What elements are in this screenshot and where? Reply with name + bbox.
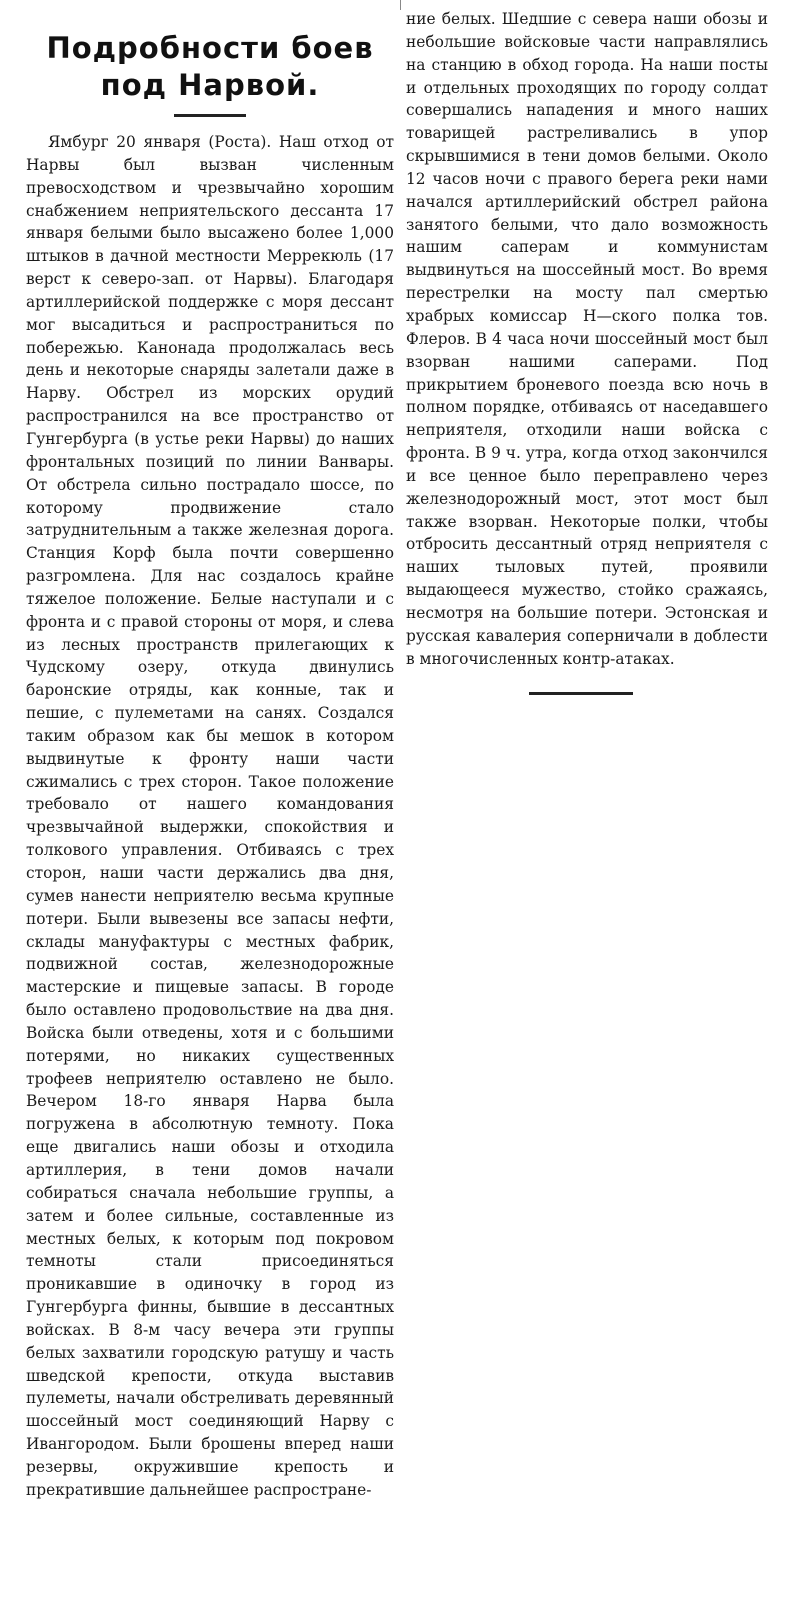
column-divider-mark: [400, 0, 401, 10]
article-column-left: [26, 0, 394, 1502]
article-column-right: [406, 0, 768, 695]
article-body-left: Ямбург 20 января (Роста). Наш отход от Нарвы был вызван численным превосходством и чрезвычайно хорошим снабжением неприятельского дессанта 17 января белыми было высажено более 1,000 штыков в дачной местности Меррекюль (17 верст к северо-зап. от Нарвы). Благодаря артиллерийской поддержке с моря дессант мог высадиться и распространиться по побережью. Канонада продолжалась весь день и некоторые снаряды залетали даже в Нарву. Обстрел из морских орудий распространился на все пространство от Гунгербурга (в устье реки Нарвы) до наших фронтальных позиций по линии Ванвары. От обстрела сильно пострадало шоссе, по которому продвижение стало затруднительным а также железная дорога. Станция Корф была почти совершенно разгромлена. Для нас создалось крайне тяжелое положение. Белые наступали и с фронта и с правой стороны от моря, и слева из лесных пространств прилегающих к Чудскому озеру, откуда двинулись баронские отряды, как конные, так и пешие, с пулеметами на санях. Создался таким образом как бы мешок в котором выдвинутые к фронту наши части сжимались с трех сторон. Такое положение требовало от нашего командования чрезвычайной выдержки, спокойствия и толкового управления. Отбиваясь с трех сторон, наши части держались два дня, сумев нанести неприятелю весьма крупные потери. Были вывезены все запасы нефти, склады мануфактуры с местных фабрик, подвижной состав, железнодорожные мастерские и пищевые запасы. В городе было оставлено продовольствие на два дня. Войска были отведены, хотя и с большими потерями, но никаких существенных трофеев неприятелю оставлено не было. Вечером 18-го января Нарва была погружена в абсолютную темноту. Пока еще двигались наши обозы и отходила артиллерия, в тени домов начали собираться сначала небольшие группы, а затем и более сильные, составленные из местных белых, к которым под покровом темноты стали присоединяться проникавшие в одиночку в город из Гунгербурга финны, бывшие в дессантных войсках. В 8-м часу вечера эти группы белых захватили городскую ратушу и часть шведской крепости, откуда выставив пулеметы, начали обстреливать деревянный шоссейный мост соединяющий Нарву с Ивангородом. Были брошены вперед наши резервы, окружившие крепость и прекратившие дальнейшее распростране-: [26, 133, 394, 1499]
headline-line-1: Подробности боев: [46, 31, 374, 65]
headline-rule: [174, 114, 246, 117]
article-headline: [26, 30, 394, 104]
article-body-right: ние белых. Шедшие с севера наши обозы и небольшие войсковые части направлялись на станцию в обход города. На наши посты и отдельных проходящих по городу солдат совершались нападения и много наших товарищей растреливались в упор скрывшимися в тени домов белыми. Около 12 часов ночи с правого берега реки нами начался артиллерийский обстрел района занятого белыми, что дало возможность нашим саперам и коммунистам выдвинуться на шоссейный мост. Во время перестрелки на мосту пал смертью храбрых комиссар Н—ского полка тов. Флеров. В 4 часа ночи шоссейный мост был взорван нашими саперами. Под прикрытием броневого поезда всю ночь в полном порядке, отбиваясь от наседавшего неприятеля, отходили наши войска с фронта. В 9 ч. утра, когда отход закончился и все ценное было переправлено через железнодорожный мост, этот мост был также взорван. Некоторые полки, чтобы отбросить дессантный отряд неприятеля с наших тыловых путей, проявили выдающееся мужество, стойко сражаясь, несмотря на большие потери. Эстонская и русская кавалерия соперничали в доблести в многочисленных контр-атаках.: [406, 10, 768, 668]
headline-line-2: под Нарвой.: [100, 68, 320, 102]
article-end-rule: [529, 692, 633, 695]
